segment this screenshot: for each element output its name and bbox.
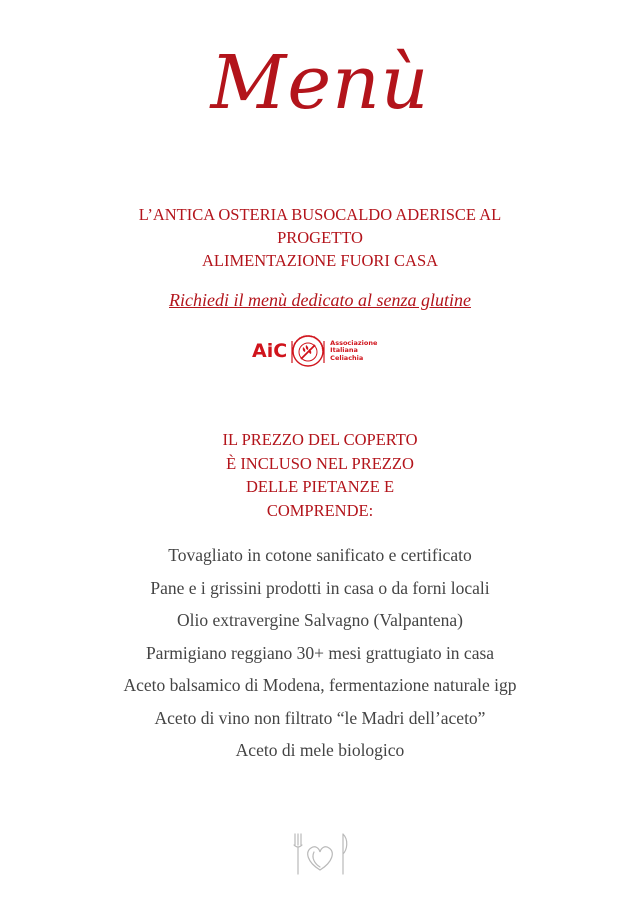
intro-statement [0, 203, 640, 272]
coperto-line: È INCLUSO NEL PREZZO [226, 453, 414, 473]
coperto-line: COMPRENDE: [266, 500, 374, 520]
list-item: Olio extravergine Salvagno (Valpantena) [177, 610, 463, 630]
list-item: Tovagliato in cotone sanificato e certificato [168, 545, 472, 565]
intro-line: PROGETTO [277, 228, 363, 247]
coperto-notice [0, 428, 640, 522]
aic-text-line: Celiachia [330, 353, 364, 362]
aic-logo-abbr: AiC [252, 340, 288, 362]
aic-logo [252, 333, 392, 369]
coperto-line: DELLE PIETANZE E [245, 477, 395, 496]
intro-line: ALIMENTAZIONE FUORI CASA [201, 251, 439, 270]
aic-logo-text [330, 340, 377, 363]
page-title: Menù [210, 40, 430, 126]
aic-text-line: Associazione [330, 338, 378, 347]
list-item: Pane e i grissini prodotti in casa o da forni locali [150, 577, 490, 598]
gluten-free-menu-link[interactable]: Richiedi il menù dedicato al senza glutine [169, 290, 471, 310]
list-item: Aceto di vino non filtrato “le Madri dell’aceto” [154, 707, 486, 728]
aic-celiac-logo-icon [288, 333, 328, 369]
list-item: Aceto balsamico di Modena, fermentazione naturale igp [123, 675, 517, 695]
aic-arc-text: Alimentazione fuori casa [291, 333, 326, 352]
list-item: Parmigiano reggiano 30+ mesi grattugiato in casa [145, 642, 495, 663]
included-items-list [0, 542, 640, 770]
aic-text-line: Italiana [330, 346, 358, 355]
coperto-line: IL PREZZO DEL COPERTO [222, 430, 418, 449]
fork-heart-knife-icon [287, 830, 353, 878]
intro-line: L’ANTICA OSTERIA BUSOCALDO ADERISCE AL [138, 205, 502, 224]
list-item: Aceto di mele biologico [235, 740, 405, 760]
